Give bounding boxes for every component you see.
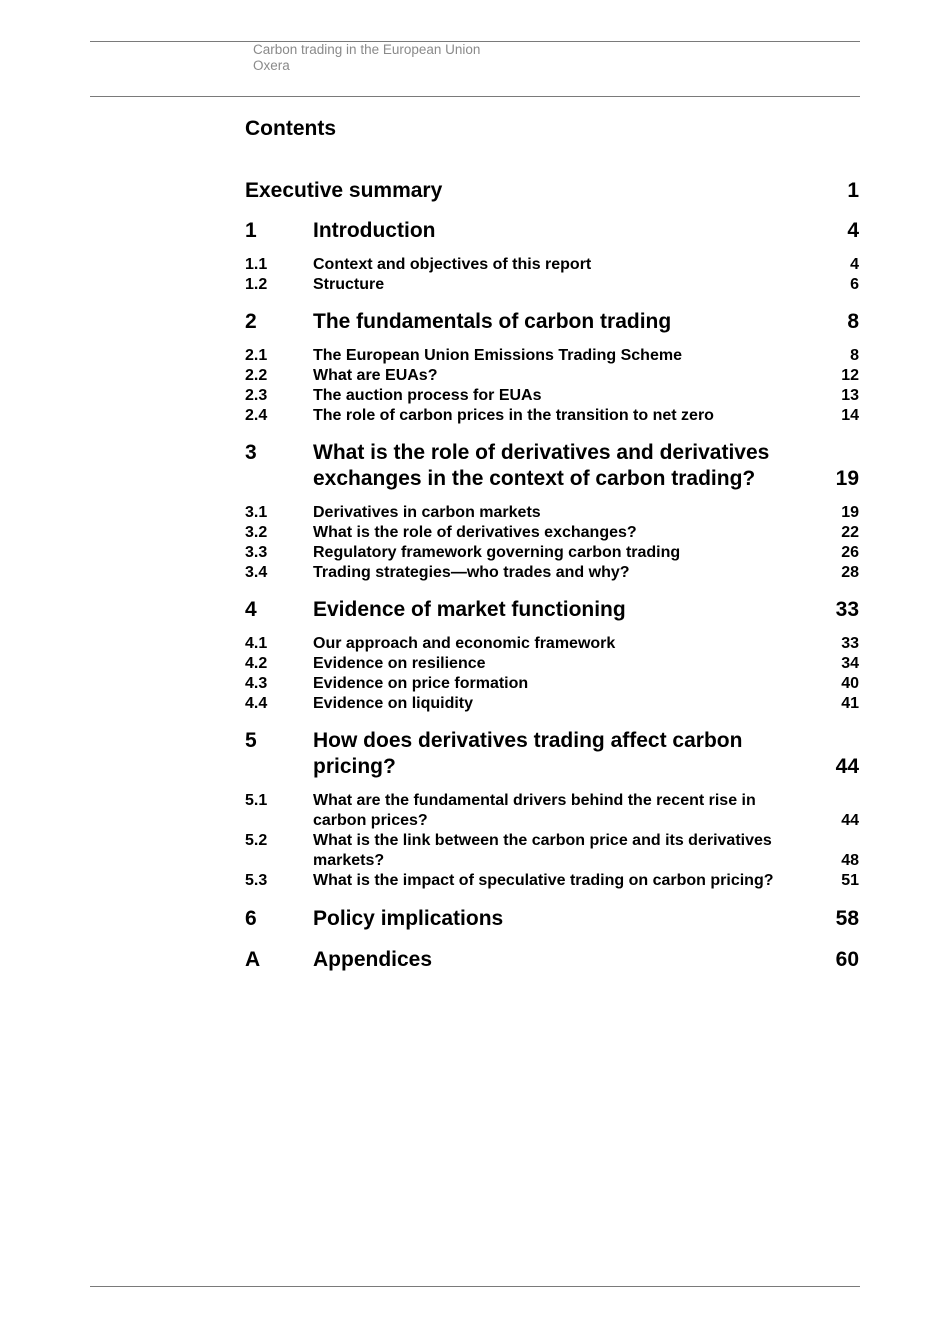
toc-entry-page: 8 xyxy=(847,310,859,333)
toc-entry-title: The role of carbon prices in the transition to net zero xyxy=(313,407,714,424)
toc-entry-title: What are EUAs? xyxy=(313,367,438,384)
toc-entry-number: 4.3 xyxy=(245,675,268,692)
toc-entry-executive-summary[interactable] xyxy=(245,178,859,204)
toc-entry-page: 22 xyxy=(841,524,859,541)
toc-entry-number: 2.3 xyxy=(245,387,268,404)
footer-rule xyxy=(90,1286,860,1287)
table-of-contents xyxy=(245,110,859,973)
toc-entry-page: 8 xyxy=(850,347,859,364)
toc-entry-page: 28 xyxy=(841,564,859,581)
toc-entry-title: Regulatory framework governing carbon trading xyxy=(313,544,681,561)
toc-entry-page: 33 xyxy=(835,598,859,621)
toc-chapter-6[interactable] xyxy=(245,906,859,932)
toc-entry-title: Evidence of market functioning xyxy=(313,598,626,621)
toc-entry-number: 3.2 xyxy=(245,524,268,541)
toc-entry-page: 44 xyxy=(841,812,859,829)
toc-entry-title: What are the fundamental drivers behind the recent rise in carbon prices? xyxy=(313,792,756,829)
toc-entry-number: 4.4 xyxy=(245,695,268,712)
toc-entry-number: 4 xyxy=(245,598,257,621)
toc-entry-number: A xyxy=(245,948,261,971)
toc-section-2-1[interactable] xyxy=(245,346,859,366)
toc-entry-title: Evidence on liquidity xyxy=(313,695,474,712)
running-header xyxy=(253,42,480,74)
toc-entry-title: Evidence on price formation xyxy=(313,675,529,692)
toc-entry-number: 3.4 xyxy=(245,564,268,581)
toc-entry-title: Structure xyxy=(313,276,385,293)
toc-entry-number: 4.2 xyxy=(245,655,268,672)
toc-entry-title: Policy implications xyxy=(313,907,504,930)
toc-entry-title: Trading strategies—who trades and why? xyxy=(313,564,630,581)
toc-entry-number: 5.3 xyxy=(245,872,268,889)
toc-entry-page: 33 xyxy=(841,635,859,652)
report-author: Oxera xyxy=(253,58,290,73)
toc-entry-title: Introduction xyxy=(313,219,436,242)
toc-section-2-2[interactable] xyxy=(245,366,859,386)
toc-entry-number: 2.1 xyxy=(245,347,268,364)
toc-chapter-4[interactable] xyxy=(245,597,859,623)
toc-entry-number: 5.2 xyxy=(245,832,268,849)
toc-entry-page: 26 xyxy=(841,544,859,561)
toc-section-4-2[interactable] xyxy=(245,654,859,674)
toc-entry-page: 4 xyxy=(847,219,859,242)
toc-section-3-1[interactable] xyxy=(245,503,859,523)
toc-entry-number: 5.1 xyxy=(245,792,268,809)
toc-entry-page: 34 xyxy=(841,655,859,672)
toc-entry-number: 3 xyxy=(245,441,257,464)
toc-entry-page: 1 xyxy=(847,179,859,202)
toc-entry-page: 60 xyxy=(835,948,859,971)
toc-entry-title: What is the impact of speculative trading on carbon pricing? xyxy=(313,872,774,889)
toc-chapter-list xyxy=(245,218,859,973)
toc-entry-number: 2.4 xyxy=(245,407,268,424)
toc-entry-title: What is the link between the carbon price and its derivatives markets? xyxy=(313,832,772,869)
toc-chapter-1[interactable] xyxy=(245,218,859,244)
toc-entry-number: 1.2 xyxy=(245,276,268,293)
toc-entry-number: 2 xyxy=(245,310,257,333)
toc-section-2-3[interactable] xyxy=(245,386,859,406)
toc-section-5-3[interactable] xyxy=(245,871,859,891)
toc-entry-page: 4 xyxy=(850,256,859,273)
toc-title: Contents xyxy=(245,117,336,140)
toc-entry-title: Derivatives in carbon markets xyxy=(313,504,541,521)
toc-section-5-1[interactable] xyxy=(245,791,859,831)
toc-section-4-3[interactable] xyxy=(245,674,859,694)
header-rule-bottom xyxy=(90,96,860,97)
toc-section-3-2[interactable] xyxy=(245,523,859,543)
toc-entry-page: 44 xyxy=(835,755,859,778)
toc-entry-page: 12 xyxy=(841,367,859,384)
toc-entry-page: 41 xyxy=(841,695,859,712)
toc-entry-page: 48 xyxy=(841,852,859,869)
toc-entry-page: 19 xyxy=(835,467,859,490)
toc-chapter-5[interactable] xyxy=(245,728,859,780)
toc-chapter-a[interactable] xyxy=(245,947,859,973)
toc-entry-title: Context and objectives of this report xyxy=(313,256,592,273)
toc-chapter-2[interactable] xyxy=(245,309,859,335)
toc-entry-number: 6 xyxy=(245,907,257,930)
toc-entry-title: The fundamentals of carbon trading xyxy=(313,310,672,333)
toc-entry-number: 1.1 xyxy=(245,256,268,273)
toc-entry-page: 14 xyxy=(841,407,859,424)
toc-entry-number: 1 xyxy=(245,219,257,242)
toc-section-5-2[interactable] xyxy=(245,831,859,871)
toc-entry-page: 6 xyxy=(850,276,859,293)
toc-entry-page: 40 xyxy=(841,675,859,692)
toc-section-4-1[interactable] xyxy=(245,634,859,654)
toc-entry-title: What is the role of derivatives and derivatives exchanges in the context of carbon trading? xyxy=(313,441,770,490)
toc-entry-title: The European Union Emissions Trading Scheme xyxy=(313,347,682,364)
toc-entry-title: Evidence on resilience xyxy=(313,655,486,672)
toc-entry-number: 2.2 xyxy=(245,367,268,384)
toc-entry-number: 3.3 xyxy=(245,544,268,561)
toc-entry-title: Executive summary xyxy=(245,179,443,202)
report-title: Carbon trading in the European Union xyxy=(253,42,481,57)
toc-entry-page: 58 xyxy=(835,907,859,930)
toc-entry-title: Appendices xyxy=(313,948,433,971)
toc-entry-title: What is the role of derivatives exchanges? xyxy=(313,524,637,541)
toc-entry-page: 13 xyxy=(841,387,859,404)
toc-entry-title: How does derivatives trading affect carbon pricing? xyxy=(313,729,743,778)
toc-entry-number: 5 xyxy=(245,729,257,752)
toc-entry-page: 51 xyxy=(841,872,859,889)
toc-entry-page: 19 xyxy=(841,504,859,521)
toc-entry-title: Our approach and economic framework xyxy=(313,635,616,652)
toc-section-4-4[interactable] xyxy=(245,694,859,714)
toc-entry-title: The auction process for EUAs xyxy=(313,387,542,404)
toc-section-2-4[interactable] xyxy=(245,406,859,426)
toc-chapter-3[interactable] xyxy=(245,440,859,492)
toc-section-3-3[interactable] xyxy=(245,543,859,563)
toc-section-1-2[interactable] xyxy=(245,275,859,295)
toc-section-3-4[interactable] xyxy=(245,563,859,583)
toc-entry-number: 4.1 xyxy=(245,635,268,652)
toc-entry-number: 3.1 xyxy=(245,504,268,521)
toc-section-1-1[interactable] xyxy=(245,255,859,275)
